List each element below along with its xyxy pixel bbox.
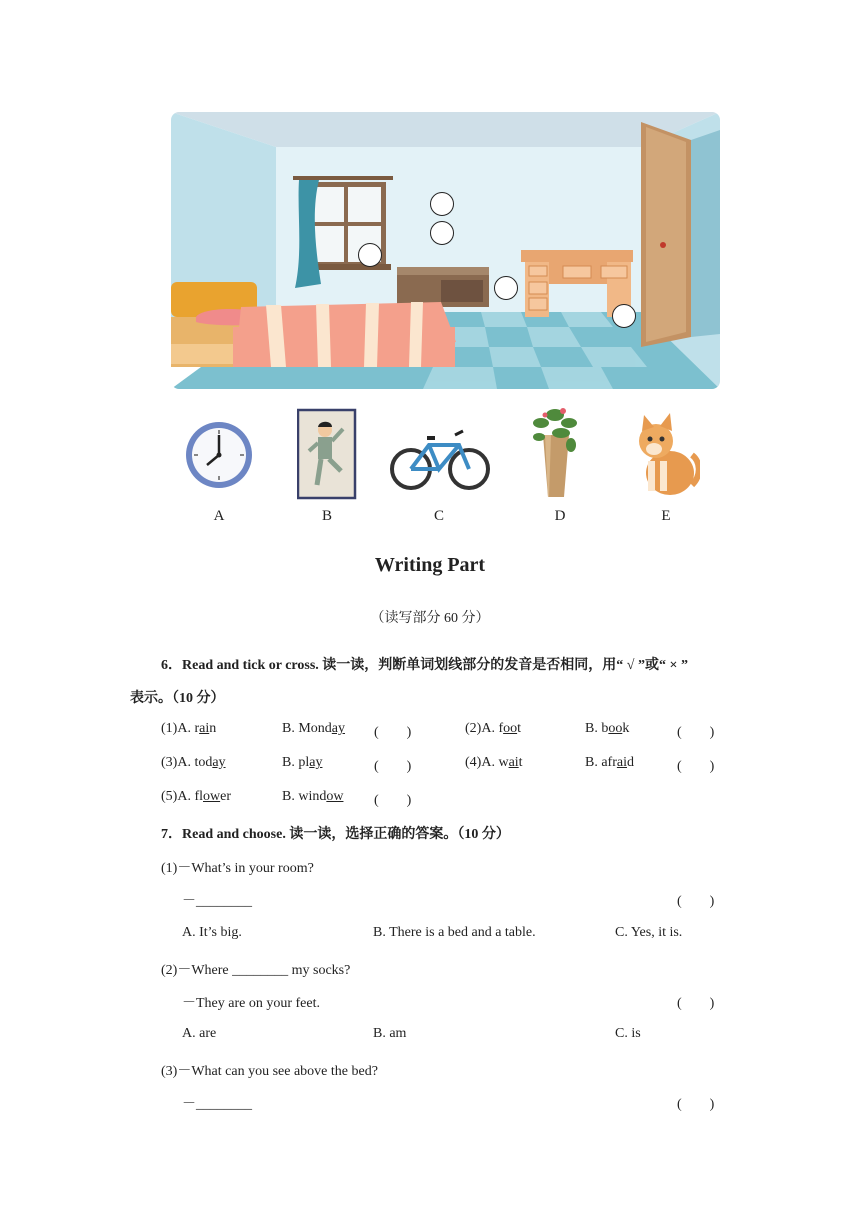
section-title: Writing Part	[374, 554, 486, 576]
q7-item-1-option-a[interactable]: A. It’s big.	[182, 925, 242, 940]
room-scene-icon	[171, 112, 720, 389]
picture-label-e: E	[661, 508, 671, 524]
q6-item-1-b: B. Monday	[282, 721, 346, 736]
bicycle-icon	[389, 405, 491, 500]
q7-item-1-answer-blank[interactable]: －________	[182, 894, 252, 909]
q7-item-3-answer[interactable]: ( )	[677, 1097, 715, 1112]
q7-item-3-question: (3)－What can you see above the bed?	[161, 1064, 378, 1079]
q6-item-1-a: (1)A. rain	[161, 721, 217, 736]
cat-icon	[630, 405, 700, 500]
q6-item-2-b: B. book	[585, 721, 630, 736]
picture-label-b: B	[321, 508, 332, 524]
q6-item-3-a: (3)A. today	[161, 755, 226, 770]
q6-item-2-answer[interactable]: ( )	[677, 725, 715, 740]
picture-label-c: C	[433, 508, 444, 524]
room-illustration	[171, 112, 720, 389]
q6-instruction-line2: 表示。（10 分）	[130, 691, 225, 706]
q6-item-5-b: B. window	[282, 789, 344, 804]
q7-item-1-question: (1)－What’s in your room?	[161, 861, 314, 876]
answer-circle-1[interactable]	[430, 192, 454, 216]
q6-label: 6．Read and tick or cross.	[161, 658, 319, 673]
q6-item-4-answer[interactable]: ( )	[677, 759, 715, 774]
q7-instruction	[161, 823, 510, 843]
picture-label-a: A	[213, 508, 225, 524]
q6-instruction-text: 读一读，判断单词划线部分的发音是否相同，用“ √ ”或“ × ”	[318, 658, 688, 673]
q7-item-2-option-b[interactable]: B. am	[373, 1026, 407, 1041]
q6-instruction	[161, 654, 688, 674]
plant-vase-icon	[531, 405, 579, 500]
q7-item-1-option-b[interactable]: B. There is a bed and a table.	[373, 925, 536, 940]
picture-label-d: D	[554, 508, 566, 524]
q7-item-1-answer[interactable]: ( )	[677, 894, 715, 909]
q7-item-3-answer-blank[interactable]: －________	[182, 1097, 252, 1112]
answer-circle-5[interactable]	[612, 304, 636, 328]
kungfu-poster-icon	[297, 405, 357, 500]
q6-item-3-b: B. play	[282, 755, 323, 770]
q6-item-3-answer[interactable]: ( )	[374, 759, 412, 774]
q7-item-2-answer[interactable]: ( )	[677, 996, 715, 1011]
answer-circle-4[interactable]	[494, 276, 518, 300]
answer-circle-3[interactable]	[358, 243, 382, 267]
clock-icon	[183, 405, 255, 500]
q7-label: 7．Read and choose.	[161, 827, 286, 842]
q6-item-5-answer[interactable]: ( )	[374, 793, 412, 808]
q7-instruction-text: 读一读，选择正确的答案。（10 分）	[285, 827, 510, 842]
q6-item-5-a: (5)A. flower	[161, 789, 232, 804]
q7-item-2-option-a[interactable]: A. are	[182, 1026, 217, 1041]
q6-item-1-answer[interactable]: ( )	[374, 725, 412, 740]
q7-item-2-option-c[interactable]: C. is	[615, 1026, 641, 1041]
q6-item-4-a: (4)A. wait	[465, 755, 523, 770]
answer-circle-2[interactable]	[430, 221, 454, 245]
q6-item-2-a: (2)A. foot	[465, 721, 521, 736]
q7-item-1-option-c[interactable]: C. Yes, it is.	[615, 925, 683, 940]
q7-item-2-question: (2)－Where ________ my socks?	[161, 963, 351, 978]
q6-item-4-b: B. afraid	[585, 755, 634, 770]
q7-item-2-response: －They are on your feet.	[182, 996, 320, 1011]
section-subtitle: （读写部分 60 分）	[370, 611, 490, 626]
